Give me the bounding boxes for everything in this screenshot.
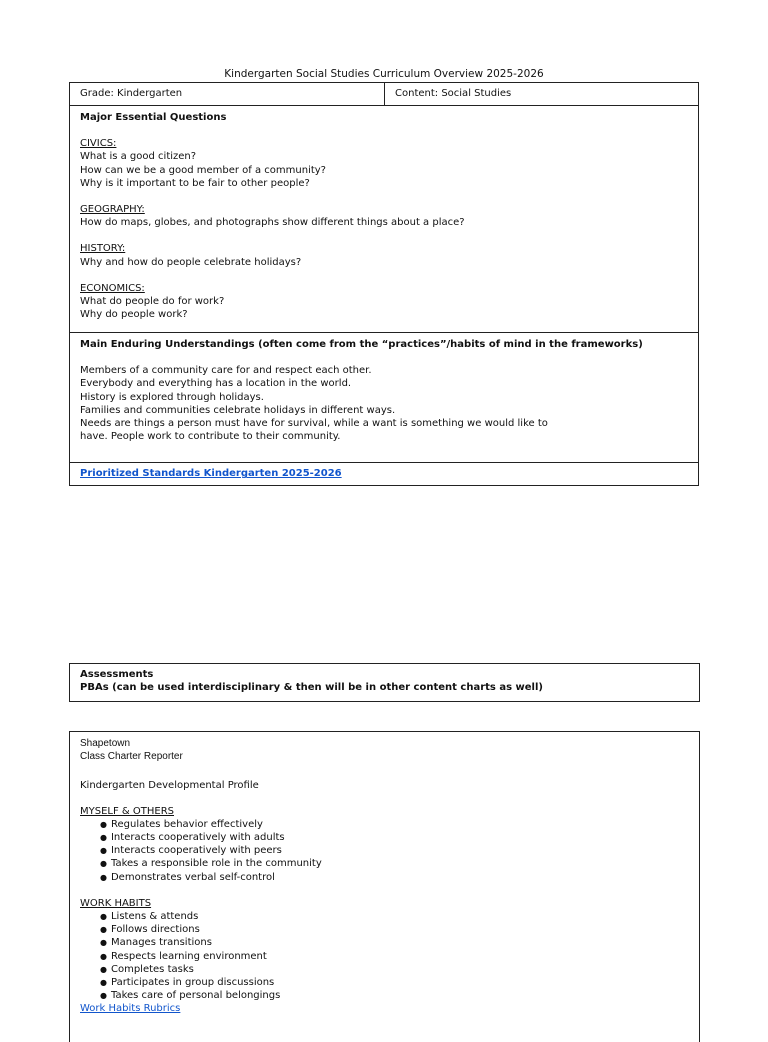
list-item: ● Demonstrates verbal self-control (100, 871, 689, 884)
prioritized-standards-link[interactable]: Prioritized Standards Kindergarten 2025-2026 (80, 468, 342, 480)
assessment-item: Class Charter Reporter (80, 751, 183, 763)
header-row (70, 83, 699, 106)
grade-cell: Grade: Kindergarten (70, 83, 385, 106)
questions-cell (70, 106, 699, 333)
list-item: ● Takes a responsible role in the community (100, 857, 689, 870)
assessment-list-box (69, 731, 700, 1042)
list-item: ● Completes tasks (100, 963, 689, 976)
document-title: Kindergarten Social Studies Curriculum Overview 2025-2026 (224, 68, 544, 80)
list-item: ● Participates in group discussions (100, 976, 689, 989)
understandings-row (70, 333, 699, 463)
question-line: Why and how do people celebrate holidays? (80, 256, 302, 268)
understanding-line: History is explored through holidays. (80, 391, 264, 403)
question-line: What is a good citizen? (80, 151, 197, 163)
understandings-heading: Main Enduring Understandings (often come from the “practices”/habits of mind in the frameworks) (80, 339, 643, 350)
question-line: What do people do for work? (80, 296, 225, 308)
assessment-item: Shapetown (80, 738, 131, 749)
content-cell: Content: Social Studies (385, 83, 699, 106)
developmental-profile-label: Kindergarten Developmental Profile (80, 780, 259, 792)
curriculum-table (69, 82, 699, 486)
economics-title: ECONOMICS: (80, 282, 145, 294)
understanding-line: Members of a community care for and respect each other. (80, 365, 372, 377)
myself-others-list (80, 818, 689, 884)
question-line: Why is it important to be fair to other people? (80, 177, 310, 189)
list-item: ● Interacts cooperatively with peers (100, 844, 689, 857)
assessments-subheading: PBAs (can be used interdisciplinary & then will be in other content charts as well) (80, 682, 543, 694)
civics-title: CIVICS: (80, 138, 117, 150)
list-item: ● Manages transitions (100, 936, 689, 949)
understanding-line: Families and communities celebrate holidays in different ways. (80, 404, 396, 416)
work-habits-title: WORK HABITS (80, 897, 152, 909)
understanding-line: Needs are things a person must have for survival, while a want is something we would like to (80, 418, 548, 430)
list-item: ● Respects learning environment (100, 950, 689, 963)
history-title: HISTORY: (80, 243, 126, 255)
understanding-line: have. People work to contribute to their community. (80, 431, 341, 443)
understanding-line: Everybody and everything has a location in the world. (80, 378, 352, 390)
standards-row (70, 463, 699, 486)
assessments-heading: Assessments (80, 669, 154, 680)
assessments-box (69, 663, 700, 702)
list-item: ● Interacts cooperatively with adults (100, 831, 689, 844)
question-line: How do maps, globes, and photographs show different things about a place? (80, 217, 465, 229)
geography-title: GEOGRAPHY: (80, 204, 145, 216)
question-line: How can we be a good member of a community? (80, 164, 326, 176)
work-habits-list (80, 910, 689, 1002)
question-line: Why do people work? (80, 309, 188, 321)
list-item: ● Takes care of personal belongings (100, 989, 689, 1002)
questions-heading: Major Essential Questions (80, 112, 227, 123)
understandings-cell (70, 333, 699, 463)
questions-row (70, 106, 699, 333)
standards-cell (70, 463, 699, 486)
myself-others-title: MYSELF & OTHERS (80, 805, 174, 817)
list-item: ● Regulates behavior effectively (100, 818, 689, 831)
list-item: ● Listens & attends (100, 910, 689, 923)
list-item: ● Follows directions (100, 923, 689, 936)
work-habits-rubrics-link[interactable]: Work Habits Rubrics (80, 1003, 181, 1015)
